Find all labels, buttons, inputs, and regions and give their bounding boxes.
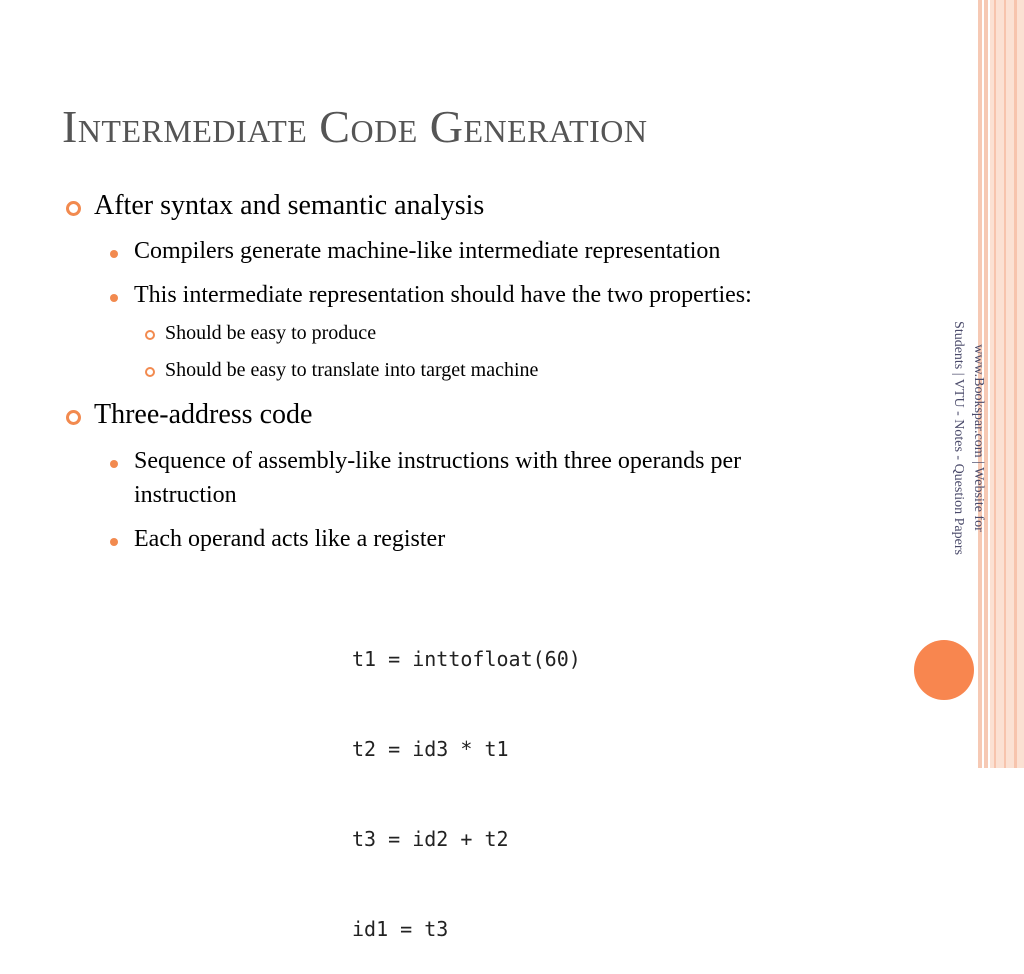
- slide-title: Intermediate Code Generation: [62, 101, 648, 152]
- bullet-ring-icon: [66, 201, 81, 216]
- bullet-level2: Sequence of assembly-like instructions with three operands per: [134, 448, 742, 474]
- bullet-level2: Compilers generate machine-like intermediate representation: [134, 238, 721, 264]
- side-note-line: www.Bookspar.com | Website for: [971, 344, 986, 532]
- bullet-level2-continuation: instruction: [134, 482, 237, 508]
- bullet-dot-icon: [110, 538, 118, 546]
- code-line: id1 = t3: [352, 917, 449, 941]
- code-line: t1 = inttofloat(60): [352, 647, 581, 671]
- decorative-stripe: [1014, 0, 1017, 768]
- bullet-level3: Should be easy to produce: [165, 322, 377, 344]
- bullet-level3: Should be easy to translate into target machine: [165, 359, 539, 381]
- bullet-dot-icon: [110, 294, 118, 302]
- bullet-ring-small-icon: [145, 330, 155, 340]
- bullet-ring-small-icon: [145, 367, 155, 377]
- code-block: [352, 584, 581, 974]
- bullet-level2: This intermediate representation should have the two properties:: [134, 282, 752, 308]
- side-watermark: [940, 268, 988, 608]
- code-line: t3 = id2 + t2: [352, 827, 509, 851]
- bullet-dot-icon: [110, 460, 118, 468]
- code-line: t2 = id3 * t1: [352, 737, 509, 761]
- bullet-ring-icon: [66, 410, 81, 425]
- decorative-stripe: [1004, 0, 1006, 768]
- bullet-dot-icon: [110, 250, 118, 258]
- decorative-stripe: [994, 0, 996, 768]
- decorative-circle: [914, 640, 974, 700]
- bullet-level2: Each operand acts like a register: [134, 526, 446, 552]
- bullet-level1: Three-address code: [94, 399, 313, 430]
- bullet-level1: After syntax and semantic analysis: [94, 190, 485, 221]
- side-note-line: Students | VTU - Notes - Question Papers: [951, 321, 966, 555]
